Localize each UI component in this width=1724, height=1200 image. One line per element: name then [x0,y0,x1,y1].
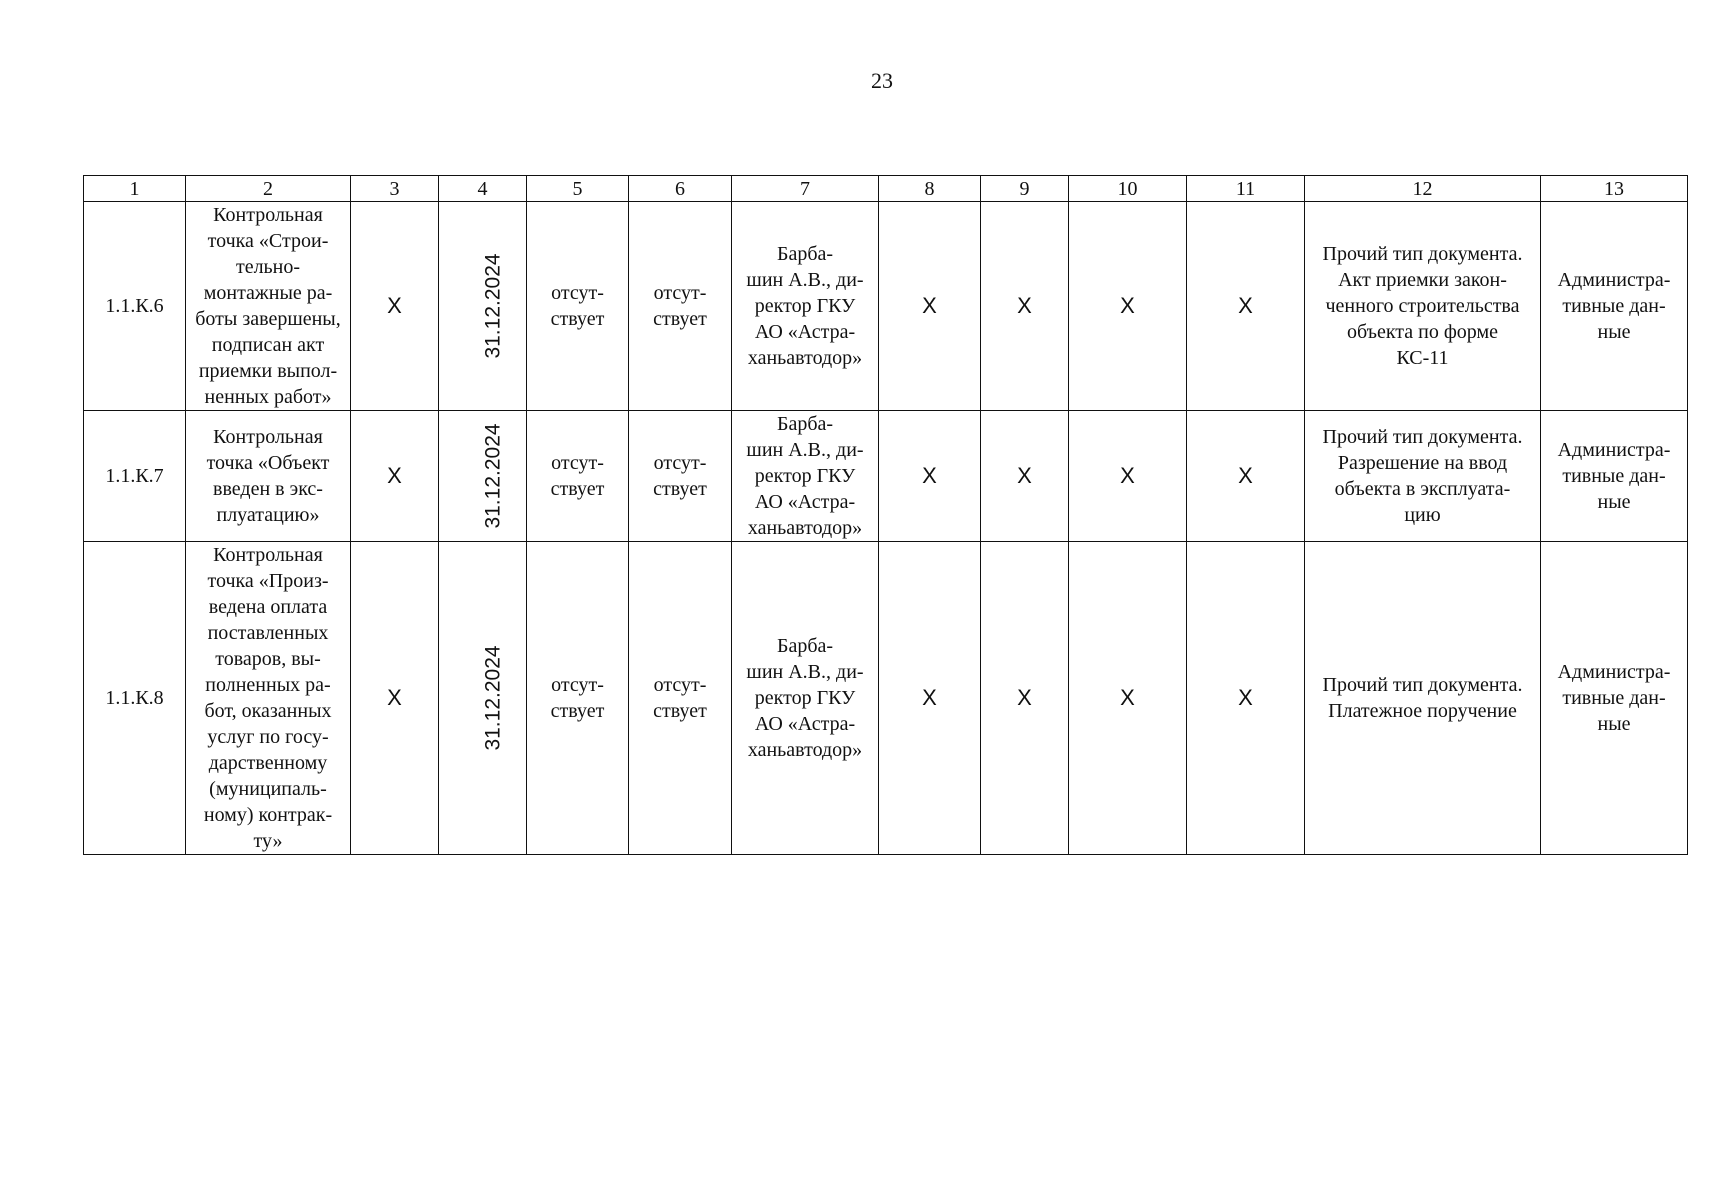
data-source: Администра- тивные дан- ные [1541,542,1688,855]
column-number: 3 [351,176,439,202]
control-point-name: Контрольная точка «Строи- тельно- монтажные ра- боты завершены, подписан акт приемки выпол- ненных работ» [186,202,351,411]
status-cell: отсут- ствует [527,202,629,411]
control-point-id: 1.1.К.6 [84,202,186,411]
column-number-row [84,176,1688,202]
document-type: Прочий тип документа. Платежное поручение [1305,542,1541,855]
control-point-id: 1.1.К.7 [84,411,186,542]
column-number: 11 [1187,176,1305,202]
column-number: 9 [981,176,1069,202]
status-cell: отсут- ствует [629,202,732,411]
x-mark: Х [1069,202,1187,411]
x-mark: Х [879,202,981,411]
data-source: Администра- тивные дан- ные [1541,202,1688,411]
document-type: Прочий тип документа. Разрешение на ввод объекта в эксплуата- цию [1305,411,1541,542]
column-number: 4 [439,176,527,202]
column-number: 6 [629,176,732,202]
column-number: 7 [732,176,879,202]
due-date: 31.12.2024 [481,253,505,359]
table-row [84,542,1688,855]
table-row [84,411,1688,542]
column-number: 1 [84,176,186,202]
x-mark: Х [879,411,981,542]
column-number: 10 [1069,176,1187,202]
control-point-id: 1.1.К.8 [84,542,186,855]
x-mark: Х [351,202,439,411]
due-date: 31.12.2024 [481,423,505,529]
status-cell: отсут- ствует [629,542,732,855]
responsible-person: Барба- шин А.В., ди- ректор ГКУ АО «Астра- ханьавтодор» [732,542,879,855]
responsible-person: Барба- шин А.В., ди- ректор ГКУ АО «Астра- ханьавтодор» [732,411,879,542]
column-number: 5 [527,176,629,202]
date-cell [439,542,527,855]
status-cell: отсут- ствует [527,542,629,855]
status-cell: отсут- ствует [527,411,629,542]
x-mark: Х [1187,542,1305,855]
control-point-name: Контрольная точка «Объект введен в экс- плуатацию» [186,411,351,542]
x-mark: Х [1069,411,1187,542]
x-mark: Х [351,542,439,855]
date-cell [439,202,527,411]
data-source: Администра- тивные дан- ные [1541,411,1688,542]
x-mark: Х [879,542,981,855]
responsible-person: Барба- шин А.В., ди- ректор ГКУ АО «Астра- ханьавтодор» [732,202,879,411]
column-number: 12 [1305,176,1541,202]
status-cell: отсут- ствует [629,411,732,542]
x-mark: Х [1187,202,1305,411]
page-number: 23 [871,68,893,93]
x-mark: Х [1069,542,1187,855]
table-row [84,202,1688,411]
x-mark: Х [981,202,1069,411]
x-mark: Х [1187,411,1305,542]
column-number: 13 [1541,176,1688,202]
x-mark: Х [981,411,1069,542]
column-number: 2 [186,176,351,202]
column-number: 8 [879,176,981,202]
date-cell [439,411,527,542]
control-points-table [83,175,1688,855]
control-point-name: Контрольная точка «Произ- ведена оплата поставленных товаров, вы- полненных ра- бот, оказанных услуг по госу- дарственному (муниципаль- ному) контрак- ту» [186,542,351,855]
document-type: Прочий тип документа. Акт приемки закон- ченного строительства объекта по форме КС-11 [1305,202,1541,411]
x-mark: Х [981,542,1069,855]
x-mark: Х [351,411,439,542]
due-date: 31.12.2024 [481,645,505,751]
